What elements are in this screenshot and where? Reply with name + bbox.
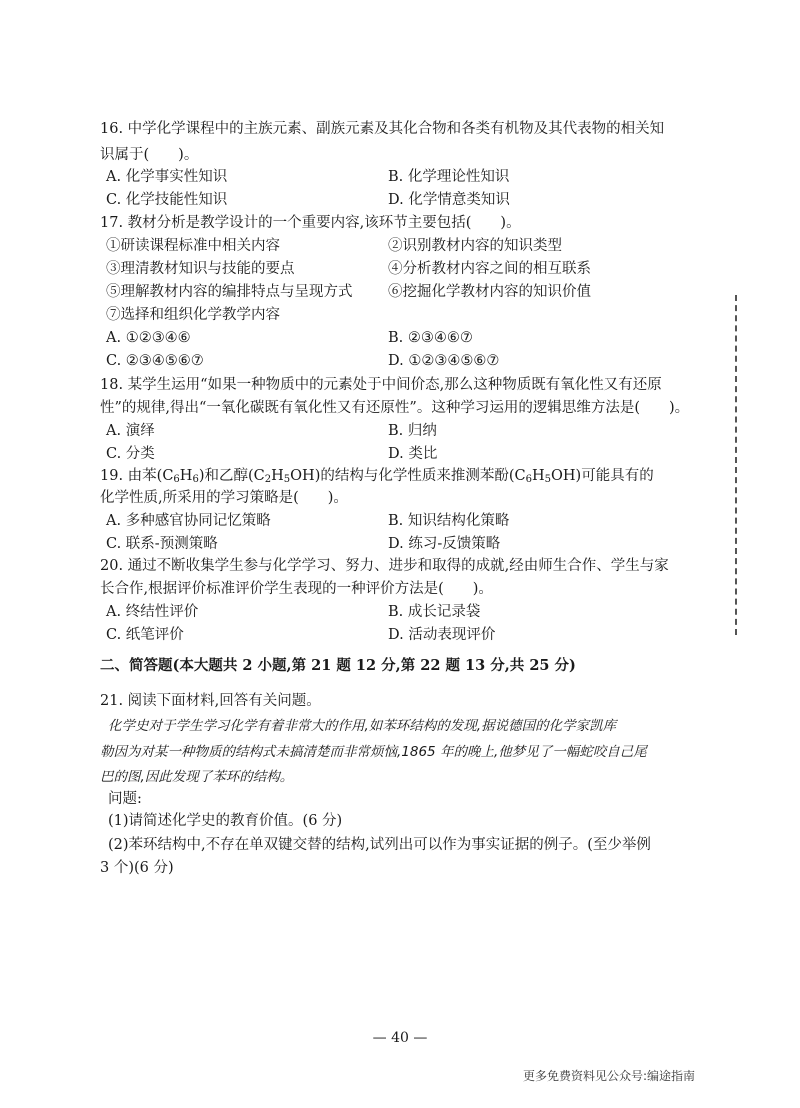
q18-option-d: D. 类比 [388,446,438,462]
footer-note: 更多免费资料见公众号:编途指南 [522,1069,695,1083]
q16-option-d: D. 化学情意类知识 [388,192,510,208]
q17-option-a: A. ①②③④⑥ [106,330,191,346]
q19-text-7: OH)可能具有的 [551,468,654,484]
q21-subquestion-2-line2: 3 个)(6 分) [100,860,174,876]
q21-material-line3: 巴的图,因此发现了苯环的结构。 [100,769,294,785]
q21-question-label: 问题: [108,791,142,807]
q19-sub-6: 5 [544,474,552,485]
q19-text-3: )和乙醇(C [198,468,265,484]
q19-text-4: H [271,468,284,484]
q19-text-2: H [179,468,193,484]
q19-stem-line2: 化学性质,所采用的学习策略是( )。 [100,490,348,506]
q17-item-1: ①研读课程标准中相关内容 [106,238,280,254]
q21-material-line1: 化学史对于学生学习化学有着非常大的作用,如苯环结构的发现,据说德国的化学家凯库 [108,718,617,734]
q20-option-a: A. 终结性评价 [106,604,199,620]
q18-stem-line1: 18. 某学生运用“如果一种物质中的元素处于中间价态,那么这种物质既有氧化性又有还原 [100,377,662,393]
q17-option-d: D. ①②③④⑤⑥⑦ [388,353,500,369]
q18-option-b: B. 归纳 [388,423,437,439]
q18-stem-line2: 性”的规律,得出“一氧化碳既有氧化性又有还原性”。这种学习运用的逻辑思维方法是( )。 [100,400,690,416]
q20-stem-line1: 20. 通过不断收集学生参与化学学习、努力、进步和取得的成就,经由师生合作、学生与家 [100,558,669,574]
q17-item-7: ⑦选择和组织化学教学内容 [106,307,280,323]
q17-option-b: B. ②③④⑥⑦ [388,330,473,346]
q17-stem: 17. 教材分析是教学设计的一个重要内容,该环节主要包括( )。 [100,215,521,231]
q21-material-line2: 勒因为对某一种物质的结构式未搞清楚而非常烦恼,1865 年的晚上,他梦见了一幅蛇咬自己尾 [100,744,647,760]
q20-stem-line2: 长合作,根据评价标准评价学生表现的一种评价方法是( )。 [100,581,493,597]
q16-option-c: C. 化学技能性知识 [106,192,228,208]
q19-stem-line1 [100,465,700,487]
q19-text-5: OH)的结构与化学性质来推测苯酚(C [290,468,526,484]
q19-text-1: 19. 由苯(C [100,468,174,484]
q19-sub-2: 6 [192,474,199,485]
q19-sub-1: 6 [173,474,180,485]
q19-sub-4: 5 [283,474,291,485]
q21-subquestion-2-line1: (2)苯环结构中,不存在单双键交替的结构,试列出可以作为事实证据的例子。(至少举例 [108,837,651,853]
q19-option-d: D. 练习-反馈策略 [388,536,501,552]
page-number: — 40 — [372,1030,428,1046]
q17-item-2: ②识别教材内容的知识类型 [388,238,562,254]
q17-item-6: ⑥挖掘化学教材内容的知识价值 [388,284,591,300]
q16-option-b: B. 化学理论性知识 [388,169,510,185]
q19-sub-5: 6 [525,474,532,485]
q19-option-a: A. 多种感官协同记忆策略 [106,513,271,529]
q16-option-a: A. 化学事实性知识 [106,169,228,185]
q17-item-5: ⑤理解教材内容的编排特点与呈现方式 [106,284,353,300]
q18-option-c: C. 分类 [106,446,155,462]
q17-item-4: ④分析教材内容之间的相互联系 [388,261,591,277]
q16-stem-line1: 16. 中学化学课程中的主族元素、副族元素及其化合物和各类有机物及其代表物的相关知 [100,121,665,137]
q20-option-b: B. 成长记录袋 [388,604,481,620]
q18-option-a: A. 演绎 [106,423,155,439]
q19-option-b: B. 知识结构化策略 [388,513,510,529]
q19-sub-3: 2 [264,474,272,485]
q21-subquestion-1: (1)请简述化学史的教育价值。(6 分) [108,813,343,829]
q19-option-c: C. 联系-预测策略 [106,536,218,552]
q20-option-d: D. 活动表现评价 [388,627,496,643]
margin-dashed-line [735,295,739,635]
q21-stem: 21. 阅读下面材料,回答有关问题。 [100,693,321,709]
q20-option-c: C. 纸笔评价 [106,627,184,643]
q17-item-3: ③理清教材知识与技能的要点 [106,261,295,277]
q16-stem-line2: 识属于( )。 [100,147,199,163]
q19-text-6: H [531,468,545,484]
q17-option-c: C. ②③④⑤⑥⑦ [106,353,204,369]
section-heading: 二、简答题(本大题共 2 小题,第 21 题 12 分,第 22 题 13 分,共 25 分) [100,657,576,674]
